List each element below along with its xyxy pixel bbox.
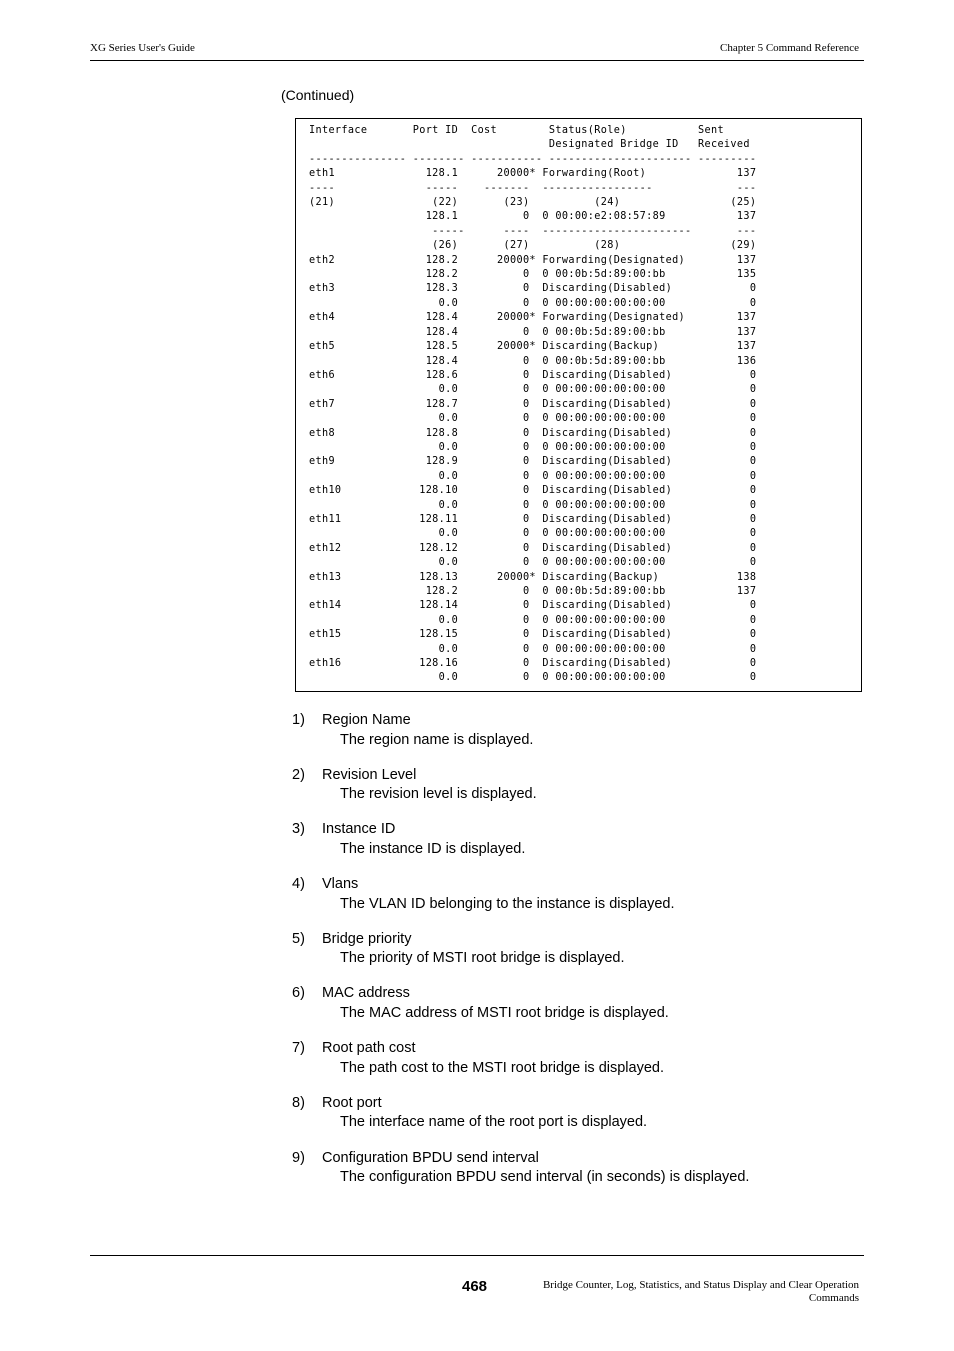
footer-section-title <box>499 1279 859 1305</box>
footer-title-line-2: Commands <box>808 1292 859 1304</box>
field-heading <box>292 711 852 731</box>
console-line: 128.4 0 0 00:0b:5d:89:00:bb 137 <box>309 326 757 338</box>
console-line: 0.0 0 0 00:00:00:00:00:00 0 <box>309 297 757 309</box>
console-line: eth12 128.12 0 Discarding(Disabled) 0 <box>309 542 757 554</box>
console-line: eth9 128.9 0 Discarding(Disabled) 0 <box>309 456 757 468</box>
field-description-item <box>292 711 852 766</box>
field-description: The revision level is displayed. <box>340 786 537 803</box>
field-description-item <box>292 984 852 1039</box>
console-line: 128.1 0 0 00:00:e2:08:57:89 137 <box>309 211 757 223</box>
field-description: The configuration BPDU send interval (in seconds) is displayed. <box>340 1169 750 1185</box>
console-line: eth11 128.11 0 Discarding(Disabled) 0 <box>309 513 757 525</box>
console-line: Interface Port ID Cost Status(Role) Sent <box>309 125 724 136</box>
field-number: 9) <box>292 1149 305 1166</box>
console-line: eth13 128.13 20000* Discarding(Backup) 138 <box>309 571 757 583</box>
console-line: 0.0 0 0 00:00:00:00:00:00 0 <box>309 470 757 482</box>
field-number: 4) <box>292 876 305 893</box>
footer-rule <box>90 1255 864 1256</box>
field-description-item <box>292 766 852 821</box>
console-line: eth6 128.6 0 Discarding(Disabled) 0 <box>309 369 757 381</box>
field-description: The MAC address of MSTI root bridge is displayed. <box>340 1004 669 1021</box>
console-line: 128.2 0 0 00:0b:5d:89:00:bb 137 <box>309 586 757 597</box>
field-heading <box>292 930 852 950</box>
console-line: eth15 128.15 0 Discarding(Disabled) 0 <box>309 629 757 641</box>
field-heading <box>292 1039 852 1059</box>
field-heading <box>292 766 852 786</box>
field-number: 5) <box>292 930 305 947</box>
field-description: The VLAN ID belonging to the instance is displayed. <box>340 895 675 912</box>
field-title: Region Name <box>322 712 411 728</box>
console-line: Designated Bridge ID Received <box>309 139 750 151</box>
field-heading <box>292 820 852 840</box>
field-description: The interface name of the root port is displayed. <box>340 1114 648 1131</box>
field-title: Bridge priority <box>322 930 412 947</box>
field-heading <box>292 984 852 1004</box>
field-title: Instance ID <box>322 821 396 838</box>
header-guide-title: XG Series User's Guide <box>90 42 195 54</box>
console-line: (21) (22) (23) (24) (25) <box>309 197 757 209</box>
field-description-item <box>292 875 852 930</box>
console-line: 0.0 0 0 00:00:00:00:00:00 0 <box>309 643 757 655</box>
console-line: 0.0 0 0 00:00:00:00:00:00 0 <box>309 413 757 425</box>
field-number: 7) <box>292 1040 305 1057</box>
field-heading <box>292 1149 852 1169</box>
field-description: The region name is displayed. <box>340 731 534 748</box>
field-description-item <box>292 1094 852 1149</box>
field-number: 6) <box>292 985 305 1002</box>
field-title: Root path cost <box>322 1040 416 1057</box>
console-line: eth5 128.5 20000* Discarding(Backup) 137 <box>309 341 757 353</box>
console-line: 128.2 0 0 00:0b:5d:89:00:bb 135 <box>309 269 757 281</box>
console-line: eth14 128.14 0 Discarding(Disabled) 0 <box>309 600 757 612</box>
console-line: eth8 128.8 0 Discarding(Disabled) 0 <box>309 427 757 439</box>
console-line: ---- ----- ------- ----------------- --- <box>309 182 757 194</box>
continued-label: (Continued) <box>281 87 355 103</box>
field-description-item <box>292 930 852 985</box>
console-line: eth4 128.4 20000* Forwarding(Designated) 137 <box>309 312 757 324</box>
footer-title-line-1: Bridge Counter, Log, Statistics, and Status Display and Clear Operation <box>542 1279 859 1291</box>
console-line: 128.4 0 0 00:0b:5d:89:00:bb 136 <box>309 355 757 367</box>
field-heading <box>292 875 852 895</box>
console-line: 0.0 0 0 00:00:00:00:00:00 0 <box>309 528 757 540</box>
console-line: --------------- -------- ----------- ---------------------- --------- <box>309 153 757 165</box>
console-line: 0.0 0 0 00:00:00:00:00:00 0 <box>309 557 757 569</box>
field-description: The path cost to the MSTI root bridge is displayed. <box>340 1059 664 1076</box>
field-title: Revision Level <box>322 766 417 783</box>
field-number: 2) <box>292 766 305 783</box>
console-line: 0.0 0 0 00:00:00:00:00:00 0 <box>309 672 757 684</box>
field-description-item <box>292 820 852 875</box>
console-output-text <box>309 124 756 686</box>
console-line: eth1 128.1 20000* Forwarding(Root) 137 <box>309 168 757 180</box>
field-description: The instance ID is displayed. <box>340 840 526 857</box>
header-chapter-title: Chapter 5 Command Reference <box>720 42 859 54</box>
console-line: eth10 128.10 0 Discarding(Disabled) 0 <box>309 485 757 497</box>
console-line: 0.0 0 0 00:00:00:00:00:00 0 <box>309 614 757 626</box>
field-heading <box>292 1094 852 1114</box>
console-line: 0.0 0 0 00:00:00:00:00:00 0 <box>309 441 757 453</box>
field-description-item <box>292 1039 852 1094</box>
field-number: 8) <box>292 1094 305 1111</box>
field-title: MAC address <box>322 985 410 1002</box>
field-number: 1) <box>292 712 305 728</box>
console-line: 0.0 0 0 00:00:00:00:00:00 0 <box>309 384 757 396</box>
field-title: Configuration BPDU send interval <box>322 1149 539 1166</box>
console-line: eth16 128.16 0 Discarding(Disabled) 0 <box>309 658 757 670</box>
console-line: eth3 128.3 0 Discarding(Disabled) 0 <box>309 283 757 295</box>
header-rule <box>90 60 864 61</box>
console-line: 0.0 0 0 00:00:00:00:00:00 0 <box>309 499 757 511</box>
console-line: eth2 128.2 20000* Forwarding(Designated) 137 <box>309 254 757 266</box>
field-description-list <box>292 711 852 1203</box>
field-title: Root port <box>322 1094 382 1111</box>
field-number: 3) <box>292 821 305 838</box>
page-number: 468 <box>462 1278 488 1295</box>
field-description-item <box>292 1149 852 1204</box>
console-line: ----- ---- ----------------------- --- <box>309 225 757 237</box>
console-line: (26) (27) (28) (29) <box>309 240 757 252</box>
console-output-box <box>295 118 862 692</box>
console-line: eth7 128.7 0 Discarding(Disabled) 0 <box>309 398 757 410</box>
field-title: Vlans <box>322 876 359 893</box>
field-description: The priority of MSTI root bridge is displayed. <box>340 950 625 967</box>
